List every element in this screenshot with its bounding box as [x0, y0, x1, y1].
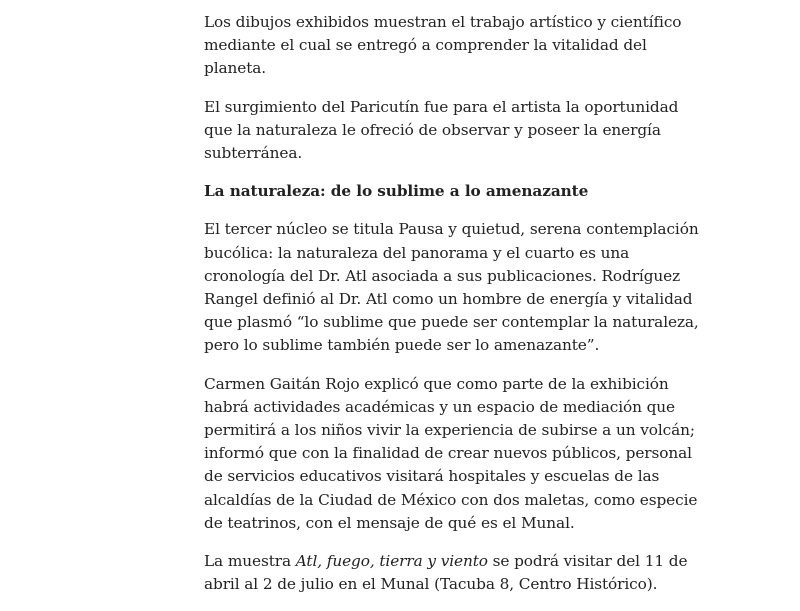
article-paragraph-5 [204, 550, 704, 596]
article-body [204, 11, 704, 611]
paragraph-5-details: se podrá visitar del 11 de abril al 2 de julio en el Munal (Tacuba 8, Centro Histórico). [204, 552, 688, 594]
section-heading: La naturaleza: de lo sublime a lo amenazante [204, 182, 589, 201]
article-paragraph-2: El surgimiento del Paricutín fue para el artista la oportunidad que la naturaleza le ofreció de observar y poseer la energía subterránea. [204, 97, 679, 163]
paragraph-5-intro: La muestra [204, 552, 296, 571]
article-paragraph-1: Los dibujos exhibidos muestran el trabajo artístico y científico mediante el cual se entregó a comprender la vitalidad del planeta. [204, 13, 682, 78]
article-paragraph-3: El tercer núcleo se titula Pausa y quietud, serena contemplación bucólica: la naturaleza del panorama y el cuarto es una cronología del Dr. Atl asociada a sus publicaciones. Rodríguez Rangel definió al Dr. Atl como un hombre de energía y vitalidad que plasmó “lo sublime que puede ser contemplar la naturaleza, pero lo sublime también puede ser lo amenazante”. [204, 220, 699, 355]
article-paragraph-4: Carmen Gaitán Rojo explicó que como parte de la exhibición habrá actividades académicas y un espacio de mediación que permitirá a los niños vivir la experiencia de subirse a un volcán; informó que con la finalidad de crear nuevos públicos, personal de servicios educativos visitará hospitales y escuelas de las alcaldías de la Ciudad de México con dos maletas, como especie de teatrinos, con el mensaje de qué es el Munal. [204, 374, 698, 532]
exhibition-title: Atl, fuego, tierra y viento [295, 552, 488, 571]
